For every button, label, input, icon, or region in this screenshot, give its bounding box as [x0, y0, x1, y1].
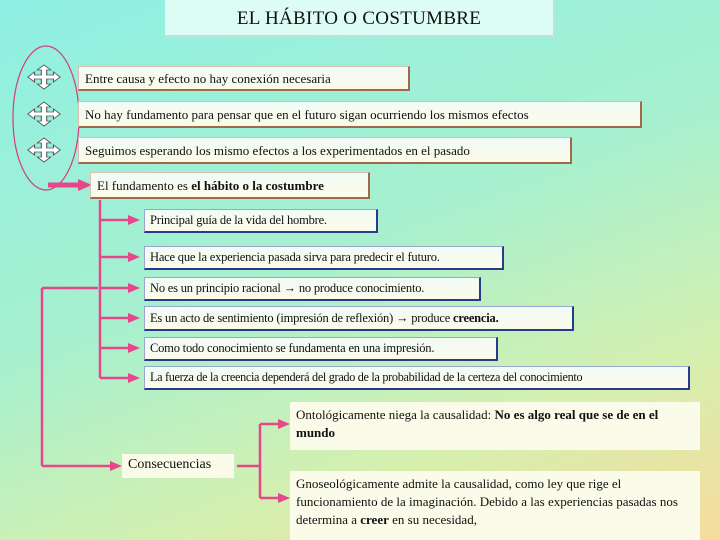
consequences-bracket-arrowheads — [278, 419, 290, 503]
foundation-prefix: El fundamento es — [97, 177, 192, 193]
consequences-arrowhead — [110, 461, 122, 471]
gnoseological-text: Gnoseológicamente admite la causalidad, como ley que rige el funcionamiento de la imaginación. Debido a las experiencias pasadas nos determina a — [296, 476, 682, 527]
four-way-arrow-icon — [28, 65, 60, 89]
foundation-box — [90, 172, 370, 199]
trait-6 — [144, 366, 690, 390]
premise-3: Seguimos esperando los mismo efectos a los experimentados en el pasado — [78, 137, 572, 164]
trait-text: Principal guía de la vida del hombre. — [150, 213, 327, 227]
gnoseological-tail: en su necesidad, — [388, 512, 477, 527]
trait-4 — [144, 306, 574, 331]
four-way-arrow-icon — [28, 138, 60, 162]
gnoseological-consequence — [290, 471, 700, 540]
traits-arrowheads — [128, 215, 140, 383]
premise-1: Entre causa y efecto no hay conexión necesaria — [78, 66, 410, 91]
consequences-bracket — [237, 424, 280, 498]
trait-3 — [144, 277, 481, 301]
trait-text: Hace que la experiencia pasada sirva para predecir el futuro. — [150, 250, 440, 264]
trait-1 — [144, 209, 378, 233]
trait-text: No es un principio racional → no produce conocimiento. — [150, 281, 425, 295]
ontological-consequence — [290, 402, 700, 450]
ontological-text: Ontológicamente niega la causalidad: — [296, 407, 495, 422]
trait-text: Es un acto de sentimiento (impresión de reflexión) → produce — [150, 310, 453, 325]
gnoseological-bold: creer — [360, 512, 389, 527]
trait-bold: creencia. — [453, 310, 499, 325]
premise-2: No hay fundamento para pensar que en el futuro sigan ocurriendo los mismos efectos — [78, 101, 642, 128]
page-title: EL HÁBITO O COSTUMBRE — [165, 0, 555, 37]
foundation-highlight: el hábito o la costumbre — [191, 177, 324, 193]
four-way-arrow-icon — [28, 102, 60, 126]
trait-5 — [144, 337, 498, 361]
ontological-bold: No es algo real que se de en el mundo — [296, 407, 659, 440]
traits-branches — [100, 200, 130, 378]
trait-text: La fuerza de la creencia dependerá del grado de la probabilidad de la certeza del conocimiento — [150, 370, 583, 384]
foundation-arrow — [48, 179, 92, 191]
trait-text: Como todo conocimiento se fundamenta en una impresión. — [150, 341, 435, 355]
trait-2 — [144, 246, 504, 270]
consequences-label: Consecuencias — [122, 454, 234, 478]
